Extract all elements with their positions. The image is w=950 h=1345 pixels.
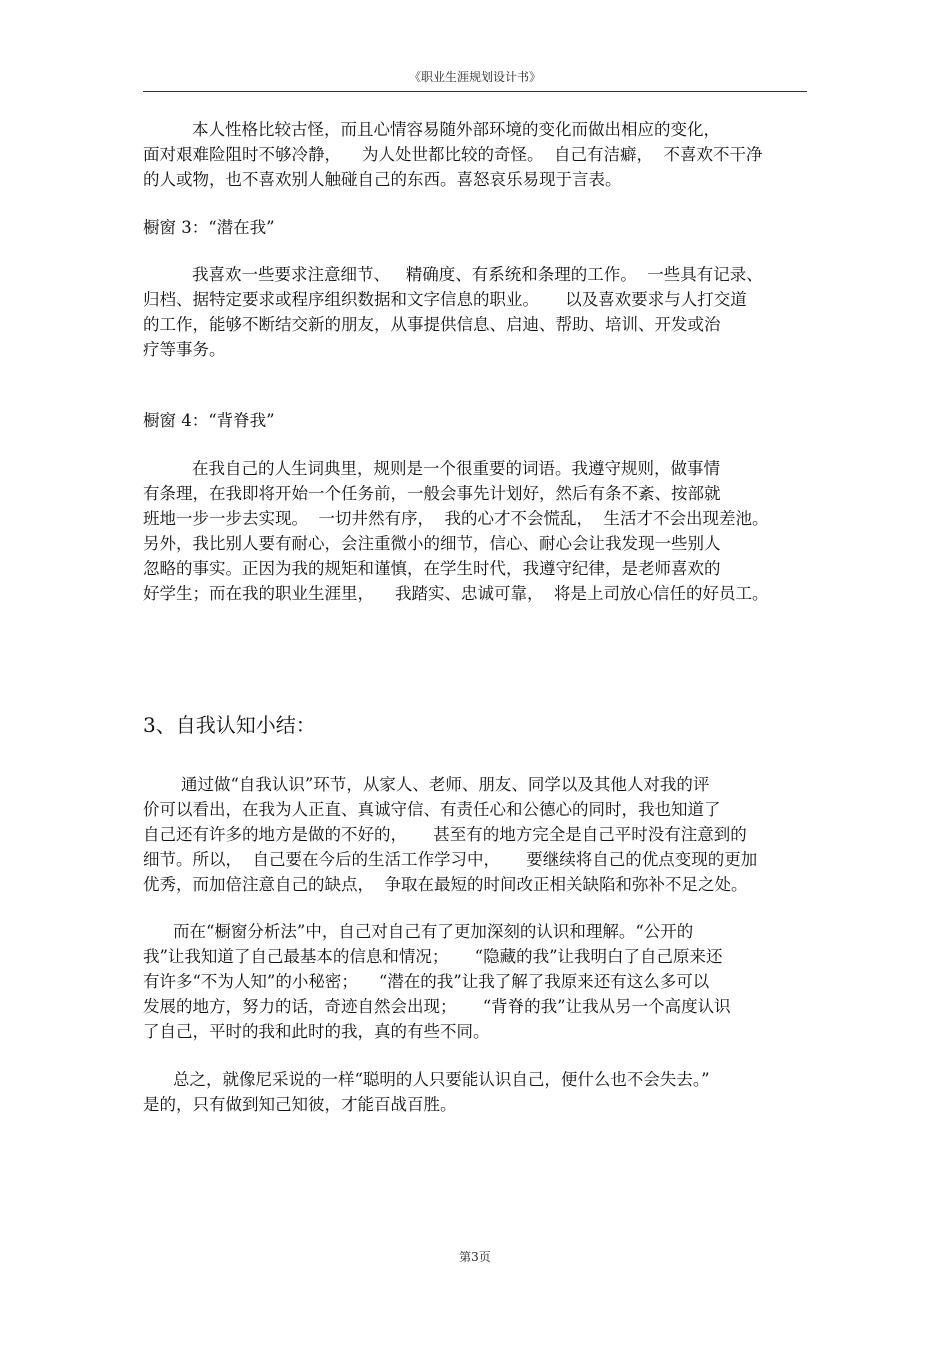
- para3-line: 班地一步一步去实现。 一切井然有序， 我的心才不会慌乱， 生活才不会出现差池。: [143, 509, 769, 528]
- para1-line: 本人性格比较古怪，而且心情容易随外部环境的变化而做出相应的变化，: [192, 120, 720, 139]
- para4-line: 优秀，而加倍注意自己的缺点， 争取在最短的时间改正相关缺陷和弥补不足之处。: [143, 875, 748, 894]
- para3-line: 忽略的事实。正因为我的规矩和谨慎，在学生时代，我遵守纪律，是老师喜欢的: [143, 559, 721, 578]
- para3-line: 好学生；而在我的职业生涯里， 我踏实、忠诚可靠， 将是上司放心信任的好员工。: [143, 584, 769, 603]
- para3-line: 有条理，在我即将开始一个任务前，一般会事先计划好，然后有条不紊、按部就: [143, 484, 721, 503]
- para2-line: 我喜欢一些要求注意细节、 精确度、有系统和条理的工作。 一些具有记录、: [192, 265, 763, 284]
- para3-line: 在我自己的人生词典里，规则是一个很重要的词语。我遵守规则，做事情: [192, 459, 720, 478]
- para6-line: 总之，就像尼采说的一样“聪明的人只要能认识自己，便什么也不会失去。”: [173, 1070, 710, 1089]
- para2-line: 疗等事务。: [143, 340, 226, 359]
- window3-heading: 橱窗 3：“潜在我”: [143, 218, 275, 237]
- window4-heading: 橱窗 4：“背脊我”: [143, 411, 275, 430]
- para5-line: 有许多“不为人知”的小秘密； “潜在的我”让我了解了我原来还有这么多可以: [143, 972, 710, 991]
- para5-line: 了自己，平时的我和此时的我，真的有些不同。: [143, 1022, 490, 1041]
- para3-line: 另外，我比别人要有耐心，会注重微小的细节，信心、耐心会让我发现一些别人: [143, 534, 721, 553]
- para6-line: 是的，只有做到知己知彼，才能百战百胜。: [143, 1095, 457, 1114]
- para4-line: 细节。所以， 自己要在今后的生活工作学习中， 要继续将自己的优点变现的更加: [143, 850, 758, 869]
- para1-line: 面对艰难险阻时不够冷静， 为人处世都比较的奇怪。 自己有洁癖， 不喜欢不干净: [143, 145, 763, 164]
- para5-line: 我”让我知道了自己最基本的信息和情况； “隐藏的我”让我明白了自己原来还: [143, 947, 723, 966]
- header-divider: [143, 91, 807, 92]
- page-header: 《职业生涯规划设计书》: [408, 70, 541, 84]
- para2-line: 的工作，能够不断结交新的朋友，从事提供信息、启迪、帮助、培训、开发或治: [143, 315, 721, 334]
- para4-line: 自己还有许多的地方是做的不好的， 甚至有的地方完全是自己平时没有注意到的: [143, 825, 747, 844]
- section-heading: 3、自我认知小结：: [143, 713, 316, 737]
- para5-line: 而在“橱窗分析法”中，自己对自己有了更加深刻的认识和理解。“公开的: [173, 922, 694, 941]
- para4-line: 价可以看出，在我为人正直、真诚守信、有责任心和公德心的同时，我也知道了: [143, 800, 721, 819]
- para1-line: 的人或物，也不喜欢别人触碰自己的东西。喜怒哀乐易现于言表。: [143, 170, 622, 189]
- page-number: 第3页: [459, 1250, 491, 1264]
- para5-line: 发展的地方，努力的话，奇迹自然会出现； “背脊的我”让我从另一个高度认识: [143, 997, 731, 1016]
- para4-line: 通过做“自我认识”环节，从家人、老师、朋友、同学以及其他人对我的评: [181, 775, 710, 794]
- para2-line: 归档、据特定要求或程序组织数据和文字信息的职业。 以及喜欢要求与人打交道: [143, 290, 747, 309]
